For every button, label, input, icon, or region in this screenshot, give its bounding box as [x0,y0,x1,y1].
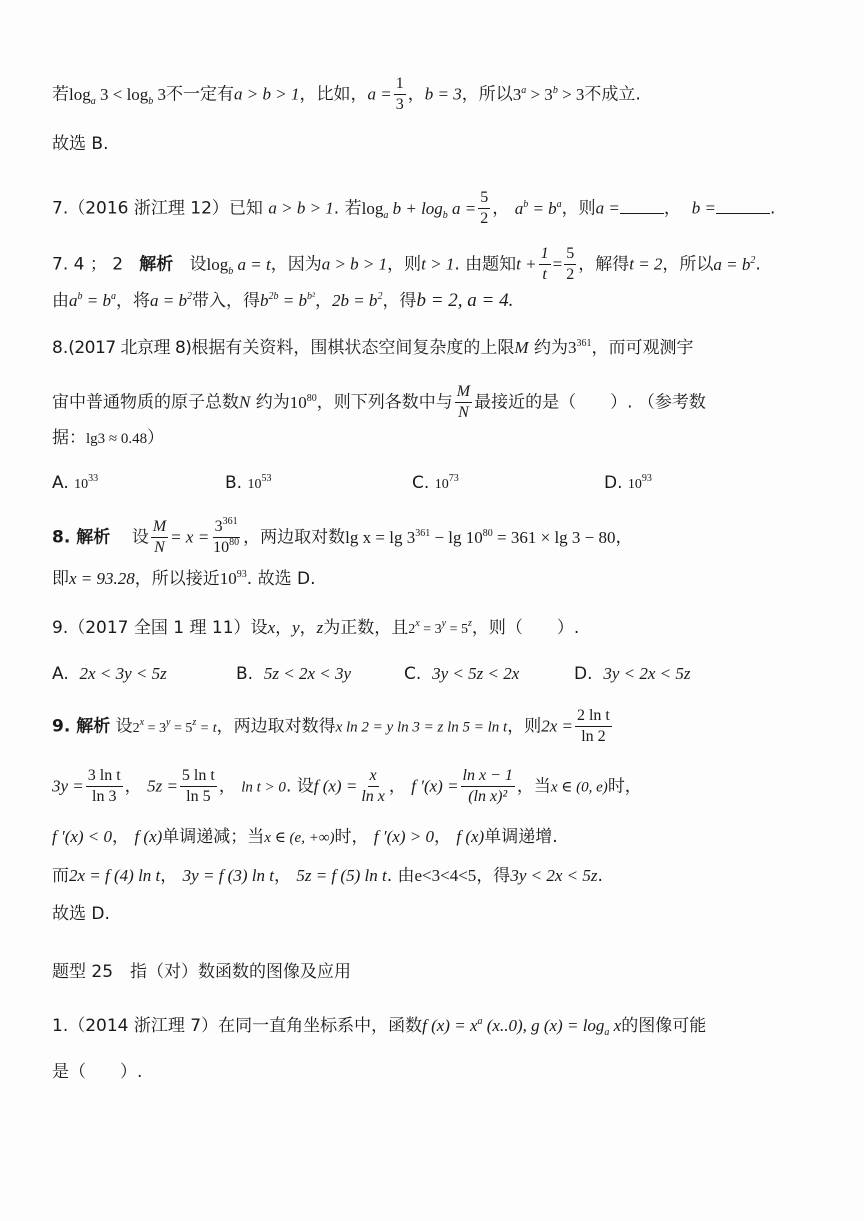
math: − lg 10 [430,527,483,547]
fraction-numerator: 1 [539,244,551,265]
math: = 3 [144,720,166,736]
math: t > 1 [421,254,455,274]
math: 10 [247,477,262,492]
text: 若 [52,84,69,105]
fraction-denominator: N [458,404,469,421]
text: 不一定有 [166,84,235,105]
math: f ′(x) > 0 [373,827,434,846]
text: ， [615,527,633,548]
fraction [151,517,168,558]
math: 3 < log [95,84,149,104]
q7-solution-line-2 [52,289,513,313]
fraction [575,706,612,747]
math: 10 [289,392,307,412]
text: 单调递减；当 [162,827,265,847]
option-c[interactable] [404,662,519,686]
math: f (x) [456,827,485,846]
math: 5z = [147,776,178,796]
math: > 3 [526,84,553,104]
math: x ∈ (e, +∞) [264,830,335,846]
math-sup: y [441,618,447,629]
question-source: (2017 北京理 8) [68,338,192,358]
text: ， [273,866,291,886]
math: a > b > 1 [234,84,300,104]
fraction-numerator: 1 [394,74,406,95]
math: a = b [713,254,751,274]
text: ，所以接近 [134,569,220,589]
math: 10 [434,477,449,492]
math-sup: b [552,84,558,96]
question-source: （2014 浙江理 7） [68,1016,219,1036]
math: 2x = [541,716,573,736]
text: ， [407,84,425,105]
math: a = [595,198,620,218]
text: ，当 [516,776,551,797]
text: 在同一直角坐标系中，函数 [218,1016,423,1036]
math: 3y = [52,776,84,796]
math-sup: 2b [268,291,279,302]
math-sup: a [110,291,116,302]
text: 单调递增. [484,827,558,847]
text: 即 [52,569,69,589]
text: 约为 [250,392,290,413]
math-sub: a [383,209,389,221]
math: = 5 [170,720,193,736]
math: 3 [512,84,522,104]
math: f ′(x) < 0 [52,827,113,846]
math: f (x) = [313,776,358,796]
text: ，所以 [461,84,513,105]
fraction-numerator: 5 ln t [180,766,217,787]
text: 已知 [228,198,263,219]
math: = 361 × lg 3 − 80 [492,527,616,547]
math: = [552,254,563,274]
math-sub: b [442,209,448,221]
math-sup: 2 [750,254,756,266]
math-sup: 80 [229,537,240,548]
math: x = 93.28 [69,569,135,588]
question-number: 1. [52,1016,69,1036]
fraction-denominator: ln x [361,788,385,805]
text: 不成立. [584,84,641,105]
text: ， [388,776,406,797]
fraction-numerator: x [368,766,379,787]
math: a [514,198,524,218]
option-label: A. [52,473,69,493]
math: a = [447,198,477,218]
solution-label: 9. 解析 [52,716,111,737]
math: 3 [567,338,577,357]
text: 设 [189,254,207,275]
option-label: B. [225,473,243,493]
text: . 故选 D. [246,569,316,589]
math: 10 [627,477,642,492]
math: 5z = f (5) ln t [296,866,387,885]
math: a = t [233,254,271,274]
math-sup: 93 [236,569,247,580]
math: 3y = f (3) ln t [182,866,274,885]
text: 宙中普通物质的原子总数 [52,392,239,413]
option-b[interactable] [236,662,351,686]
text: ，则 [507,716,542,737]
math: z [316,618,324,637]
math: 2b = b [331,291,378,310]
text: . 若 [333,198,362,219]
math: x [267,618,276,637]
text: ， [112,827,130,847]
option-label: C. [404,664,422,684]
q9-solution-line-3 [52,825,558,850]
fraction [478,188,490,229]
math-sup: 361 [222,516,238,527]
math-sup: 80 [306,392,317,404]
math: (x..0), g (x) = log [482,1016,605,1035]
text: 为正数，且 [323,618,409,638]
text: . 由题知 [454,254,517,275]
math: 3y < 2x < 5z [510,866,598,885]
text: ，得 [382,291,417,311]
text: ， [433,827,451,847]
fraction-numerator: ln x − 1 [461,766,515,787]
math: 2 [408,622,416,637]
math: b = 3 [424,84,462,104]
question-source: （2016 浙江理 12） [68,198,229,219]
fraction [539,244,551,285]
q7-solution-line-1 [52,244,761,285]
text: ，则下列各数中与 [316,392,453,413]
text: ，则 [387,254,422,275]
math: b + log [388,198,443,218]
math-sup: b² [306,291,315,302]
math-sup: x [415,618,420,629]
math-sub: b [228,265,234,277]
text: ， [492,198,510,219]
text: 最接近的是（ ）. （参考数 [474,392,706,413]
math: a [69,291,78,310]
math: a = [367,84,392,104]
option-label: C. [412,473,430,493]
fraction-denominator: 2 [566,266,575,283]
fraction [180,766,217,807]
math-sup: 33 [88,473,99,484]
question-7 [52,188,775,229]
math: 10 [74,477,89,492]
math-sup: 53 [261,473,272,484]
question-number: 9. [52,618,69,638]
text: . 由 [386,866,415,886]
math-sup: y [165,716,171,728]
fraction-denominator: 2 [480,210,489,227]
math: = 3 [419,622,442,637]
math: x ∈ (0, e) [550,779,608,796]
text: ，得 [476,866,511,886]
question-9 [52,616,579,642]
math: b [259,291,269,310]
fraction-denominator: N [154,539,165,556]
math: log [69,84,91,104]
fraction-numerator: M [151,517,168,538]
fraction-numerator: 3 ln t [86,766,123,787]
fraction-denominator: (ln x)² [468,788,508,805]
question-8-line-1 [52,336,693,360]
math-sup: b [523,198,529,210]
math-sup: a [477,1016,483,1027]
option-label: A. [52,664,69,684]
math: 10 [219,569,237,588]
math: = x = [170,527,210,547]
text: ， [299,618,317,638]
text: 时， [607,776,642,797]
math-sup: 2 [186,291,192,302]
fraction-numerator: 3 [214,518,223,535]
math: a = b [149,291,187,310]
text: ， [124,776,142,797]
text: 据： [52,428,86,448]
text: ，因为 [270,254,322,275]
text: . [597,866,603,886]
option-label: D. [604,473,623,493]
math-sup: z [468,618,472,629]
fraction-denominator: ln 3 [92,788,117,805]
q8-solution-line-2 [52,567,316,591]
math-sup: a [521,84,527,96]
math: 5z < 2x < 3y [263,664,352,683]
math: x ln 2 = y ln 3 = z ln 5 = ln t [335,719,508,736]
math: x [609,1016,622,1035]
text: ，则（ ）. [471,618,580,638]
math: 3y < 2x < 5z [603,664,691,683]
fraction-denominator: 3 [395,96,404,113]
option-d[interactable] [574,662,690,686]
text: ，两边取对数 [243,527,346,548]
text: 根据有关资料，围棋状态空间复杂度的上限 [191,338,515,358]
math: f (x) [134,827,163,846]
math: = b [82,291,111,310]
math: 3y < 5z < 2x [432,664,520,683]
prev-solution-conclusion: 故选 B. [52,134,109,154]
text: ， [275,618,293,638]
text: ，而可观测宇 [591,338,694,358]
math: = b [528,198,557,218]
math: N [239,392,251,412]
math-sup: 93 [641,473,652,484]
math: e<3<4<5 [414,866,477,885]
text: 设 [115,716,133,737]
option-a[interactable] [52,471,98,497]
question-number: 7. [52,198,69,219]
text: . [755,254,761,275]
question-number: 8. [52,338,69,358]
math: > 3 [557,84,585,104]
fraction [564,244,576,285]
math: a > b > 1 [321,254,388,274]
text: ，所以 [662,254,714,275]
math: log [361,198,384,218]
fraction-numerator: 2 ln t [575,706,612,727]
math: 2x < 3y < 5z [79,664,167,683]
answer: 7. 4 ； 2 [52,254,124,275]
option-b[interactable] [225,471,271,497]
solution-label: 8. 解析 [52,527,111,548]
text: ， [314,291,332,311]
q9-solution-conclusion: 故选 D. [52,904,110,924]
q8-solution-line-1 [52,517,633,558]
math: 2x = f (4) ln t [69,866,161,885]
q9-solution-line-2 [52,766,642,807]
question-1-line-1 [52,1014,706,1038]
math: 2 [132,720,140,736]
fraction [394,74,406,115]
math: lg x = lg 3 [345,527,416,547]
question-8-line-2 [52,382,706,423]
math-sup: b [77,291,83,302]
option-d[interactable] [604,471,652,497]
math: a > b > 1 [268,198,334,218]
math: f (x) = x [422,1016,478,1035]
fraction-denominator: ln 2 [581,728,606,745]
fraction-numerator: M [455,382,472,403]
math-sub: a [604,1027,610,1038]
fraction-denominator: 10 [213,539,230,556]
text: ，两边取对数得 [216,716,336,737]
text: ， [160,866,178,886]
text: 而 [52,866,69,886]
math: M [514,338,529,357]
answer-blank-a[interactable] [620,197,664,214]
text: 设 [250,618,268,638]
solution-label: 解析 [139,254,174,275]
fraction [211,517,241,558]
text: . 设 [285,776,314,797]
text: 由 [52,291,69,311]
text: 的图像可能 [621,1016,707,1036]
q9-solution-line-1 [52,706,614,747]
option-label: D. [574,664,593,684]
math: y [292,618,300,637]
fraction [461,766,515,807]
text: ，将 [115,291,150,311]
math: lg3 ≈ 0.48 [86,431,148,447]
prev-solution-line-1 [52,74,641,115]
text: ） [147,428,165,448]
math: f ′(x) = [411,776,459,796]
text: ，比如， [299,84,368,105]
math: = 5 [446,622,468,637]
text: 设 [131,527,149,548]
math-sub: a [90,95,96,107]
math-sup: 73 [448,473,459,484]
text: . [769,198,776,219]
math-sub: b [148,95,154,107]
fraction-numerator: 5 [564,244,576,265]
question-source: （2017 全国 1 理 11） [68,618,251,638]
section-title: 题型 25 指（对）数函数的图像及应用 [52,962,352,982]
fraction [455,382,472,423]
fraction-numerator: 5 [478,188,490,209]
math: b = 2, a = 4. [416,290,514,311]
question-1-line-2 [52,1060,142,1084]
text: ， [663,198,681,219]
math-sup: 361 [576,338,592,349]
math-sup: 2 [377,291,383,302]
text: ， [218,776,236,797]
math-sup: z [192,716,197,728]
math: t = 2 [629,254,663,274]
math: = t [196,720,217,736]
math-sup: x [139,716,145,728]
text: ，则 [561,198,596,219]
math: b = [691,198,716,218]
math-sup: 80 [482,527,493,539]
text: ，解得 [578,254,630,275]
fraction [359,766,387,807]
math: ln t > 0 [241,779,286,796]
option-a[interactable] [52,662,167,686]
math-sup: a [556,198,562,210]
math: log [206,254,229,274]
math: 3 [153,84,167,104]
answer-blank-b[interactable] [716,197,770,214]
fraction-denominator: t [542,266,547,283]
math: t + [516,254,537,274]
math-sup: 361 [415,527,431,539]
q9-solution-line-4 [52,864,603,888]
option-c[interactable] [412,471,459,497]
option-label: B. [236,664,254,684]
math: = b [278,291,307,310]
question-8-line-3 [52,426,164,451]
fraction-denominator: ln 5 [186,788,211,805]
fraction [86,766,123,807]
text: 是（ ）. [52,1062,143,1082]
text: 约为 [528,338,568,358]
text: 带入，得 [191,291,260,311]
text: 时， [334,827,369,847]
